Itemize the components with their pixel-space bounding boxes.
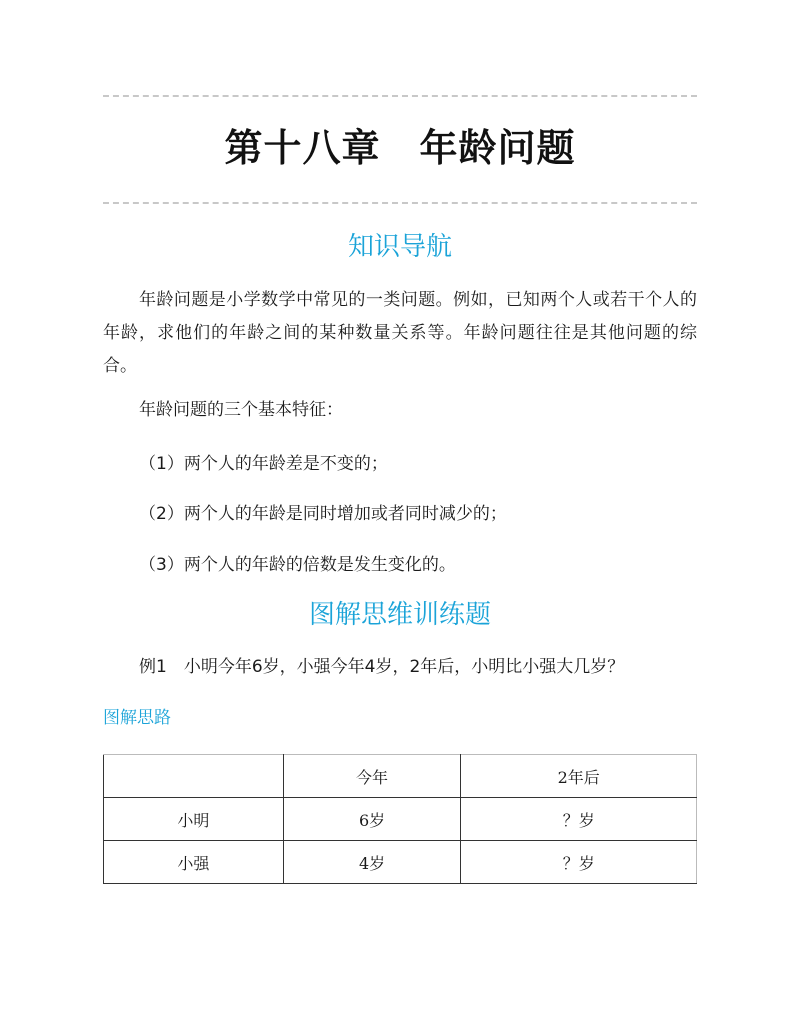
diagram-heading: 图解思路: [103, 708, 171, 728]
chapter-title: 第十八章 年龄问题: [224, 126, 576, 170]
knowledge-heading: 知识导航: [347, 232, 452, 262]
table-row: [104, 841, 697, 884]
table-header-cell: [104, 755, 284, 798]
table-row: [104, 798, 697, 841]
age-table: [103, 754, 697, 884]
top-dashed-divider: [103, 95, 697, 97]
table-cell: 小强: [104, 841, 284, 884]
bottom-dashed-divider: [103, 202, 697, 204]
table-cell: 小明: [104, 798, 284, 841]
practice-heading: 图解思维训练题: [308, 600, 491, 630]
intro-paragraph: 年龄问题是小学数学中常见的一类问题。例如，已知两个人或若干个人的年龄，求他们的年龄之间的某种数量关系等。年龄问题往往是其他问题的综合。: [103, 290, 697, 376]
table-cell: ？岁: [461, 841, 697, 884]
table-header-cell: 今年: [283, 755, 461, 798]
features-intro: 年龄问题的三个基本特征：: [139, 400, 343, 420]
feature-item: （3）两个人的年龄的倍数是发生变化的。: [139, 555, 456, 575]
table-cell: 6岁: [283, 798, 461, 841]
table-cell: ？岁: [461, 798, 697, 841]
feature-item: （2）两个人的年龄是同时增加或者同时减少的；: [139, 504, 507, 524]
table-header-row: [104, 755, 697, 798]
table-header-cell: 2年后: [461, 755, 697, 798]
feature-item: （1）两个人的年龄差是不变的；: [139, 454, 388, 474]
example-question: 例1 小明今年6岁，小强今年4岁，2年后，小明比小强大几岁？: [139, 657, 625, 677]
table-cell: 4岁: [283, 841, 461, 884]
